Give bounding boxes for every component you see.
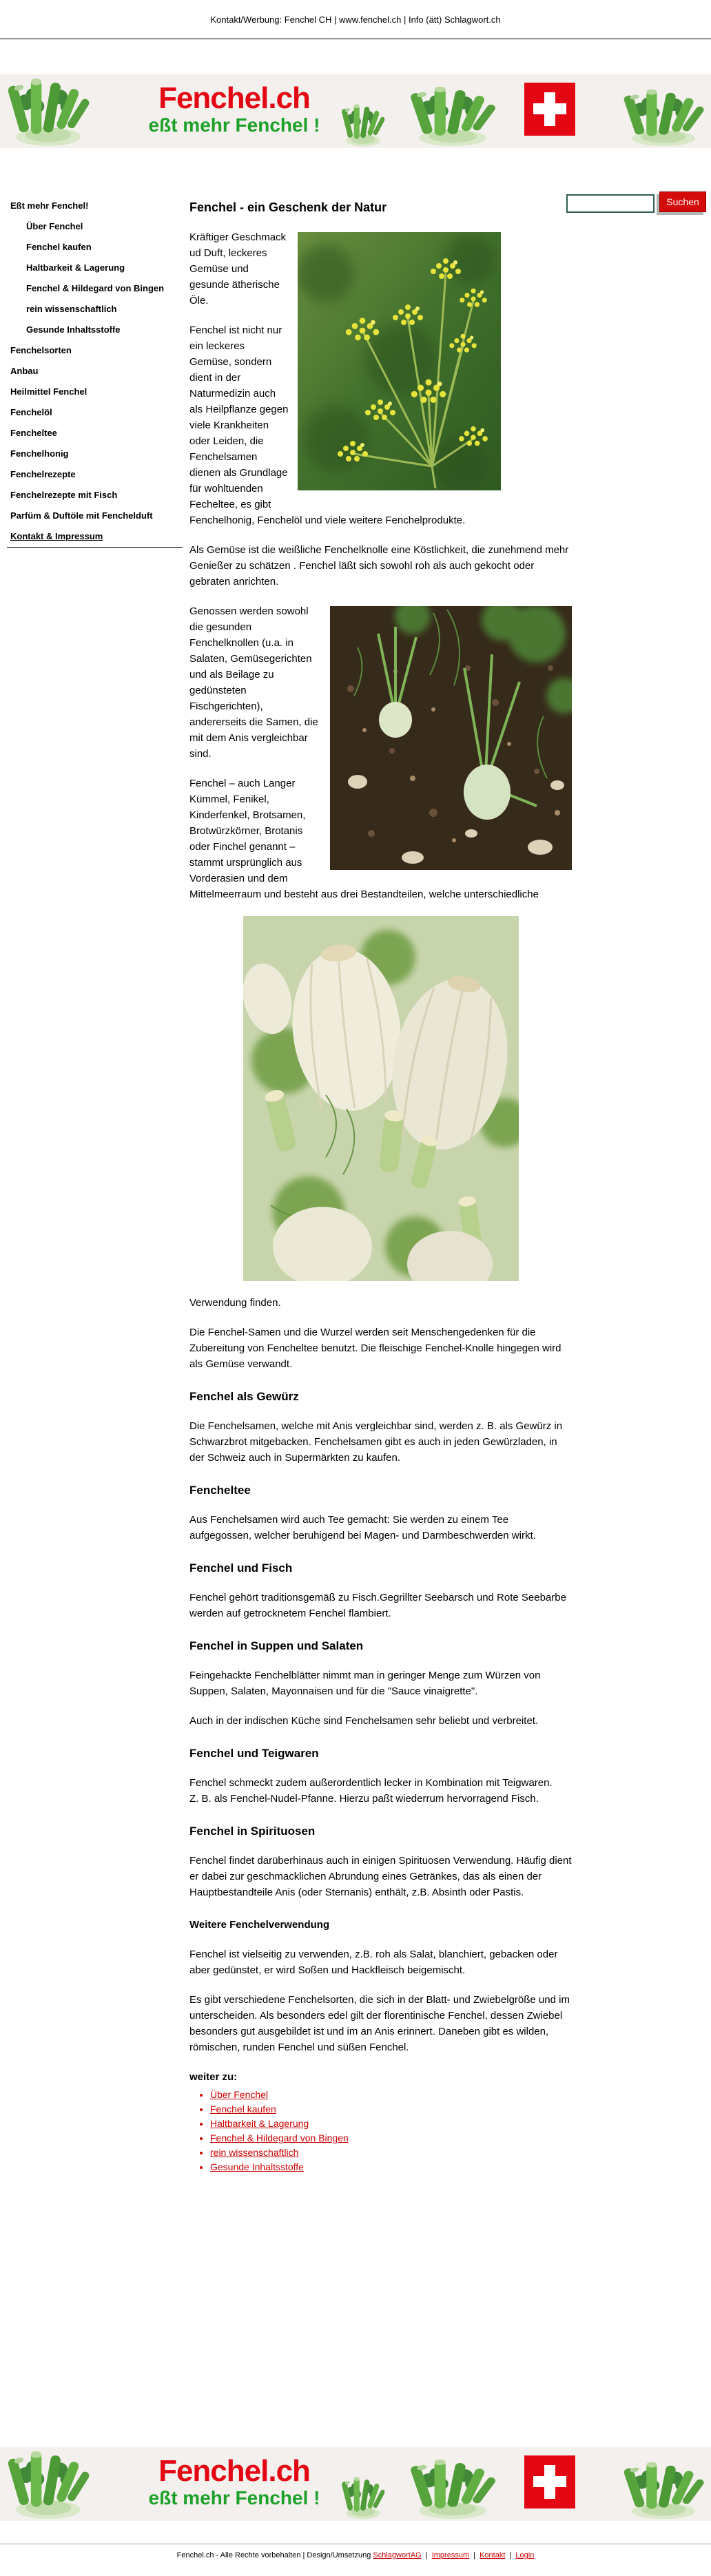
site-slogan: eßt mehr Fenchel ! xyxy=(148,114,320,136)
link-impressum[interactable]: Impressum xyxy=(431,2551,470,2559)
separator: | xyxy=(473,2551,476,2559)
section-paragraph: Es gibt verschiedene Fenchelsorten, die sich in der Blatt- und Zwiebelgröße und im unterscheiden. Als besonders edel gilt der florentinische Fenchel, dessen Zwiebel besonders gut ausgebildet ist und im an Anis erinnert. Daneben gibt es wilden, römischen, runden Fenchel und süßen Fenchel. xyxy=(189,1994,570,2053)
section-heading-spirituosen: Fenchel in Spirituosen xyxy=(189,1825,316,1838)
section-paragraph: Feingehackte Fenchelblätter nimmt man in geringer Menge zum Würzen von Suppen, Salaten, Mayonnaisen und für die "Sauce vinaigrette". xyxy=(189,1670,541,1697)
list-item xyxy=(210,2102,572,2116)
page-title: Fenchel - ein Geschenk der Natur xyxy=(189,200,387,214)
site-logo-text: Fenchel.ch xyxy=(158,81,310,115)
fennel-photo-left xyxy=(3,2450,96,2520)
link-schlagwortag[interactable]: SchlagwortAG xyxy=(373,2551,422,2559)
paragraph-verwendung: Verwendung finden. xyxy=(189,1297,281,1309)
fennel-photo-center xyxy=(405,2458,503,2520)
sidebar-item-fenchelrezepte[interactable]: Fenchelrezepte xyxy=(10,469,76,479)
section-heading-weitere-verwendung: Weitere Fenchelverwendung xyxy=(189,1919,330,1931)
copyright-text: Fenchel.ch - Alle Rechte vorbehalten | Design/Umsetzung xyxy=(176,2551,371,2559)
sidebar-item-inhaltsstoffe[interactable]: Gesunde Inhaltsstoffe xyxy=(26,324,121,335)
footer-logo[interactable] xyxy=(116,2455,353,2509)
section-heading-suppen: Fenchel in Suppen und Salaten xyxy=(189,1639,364,1652)
search-input[interactable] xyxy=(566,194,655,213)
fennel-photo-left xyxy=(3,77,96,147)
sidebar-item-fencheloel[interactable]: Fenchelöl xyxy=(10,407,52,417)
footer-logo-text: Fenchel.ch xyxy=(158,2454,310,2488)
link-kontakt[interactable]: Kontakt xyxy=(480,2551,506,2559)
intro-paragraph: Kräftiger Geschmack ud Duft, leckeres Gemüse und gesunde ätherische Öle. xyxy=(189,231,287,307)
list-item xyxy=(210,2088,572,2101)
fennel-photo-right xyxy=(619,88,711,147)
section-heading-fisch: Fenchel und Fisch xyxy=(189,1561,293,1575)
section-paragraph: Die Fenchelsamen, welche mit Anis vergleichbar sind, werden z. B. als Gewürz in Schwarzbrot mitgebacken. Fenchelsamen gibt es auch in jeden Gewürzladen, in der Schweiz auch in Supermärkten zu kaufen. xyxy=(189,1420,563,1464)
list-item xyxy=(210,2131,572,2145)
section-heading-fencheltee: Fencheltee xyxy=(189,1484,251,1497)
sidebar-item-wissenschaftlich[interactable]: rein wissenschaftlich xyxy=(26,304,117,314)
topbar xyxy=(0,0,711,39)
footer-slogan: eßt mehr Fenchel ! xyxy=(148,2487,320,2509)
swiss-flag-icon xyxy=(524,2455,575,2509)
link-fenchel-kaufen[interactable]: Fenchel kaufen xyxy=(210,2104,276,2115)
site-logo[interactable] xyxy=(116,83,353,136)
list-item xyxy=(210,2146,572,2159)
section-heading-gewuerz: Fenchel als Gewürz xyxy=(189,1390,299,1403)
fennel-plants-photo xyxy=(330,606,572,870)
sidebar-item-parfuem[interactable]: Parfüm & Duftöle mit Fenchelduft xyxy=(10,510,153,521)
link-hildegard[interactable]: Fenchel & Hildegard von Bingen xyxy=(210,2132,349,2143)
sidebar-item-fenchelsorten[interactable]: Fenchelsorten xyxy=(10,345,72,355)
main-content xyxy=(189,194,572,2174)
link-login[interactable]: Login xyxy=(515,2551,535,2559)
separator: | xyxy=(509,2551,512,2559)
paragraph-naturmedizin: Fenchel ist nicht nur ein leckeres Gemüse, sondern dient in der Naturmedizin auch als Heilpflanze gegen viele Krankheiten oder Leiden, die Fenchelsamen dienen als Grundlage für wohltuenden Fecheltee, es gibt Fenchelhonig, Fenchelöl und viele weitere Fenchelprodukte. xyxy=(189,324,466,526)
section-paragraph: Fenchel schmeckt zudem außerordentlich lecker in Kombination mit Teigwaren. xyxy=(189,1777,553,1789)
list-item xyxy=(210,2117,572,2130)
sidebar-item-ueber-fenchel[interactable]: Über Fenchel xyxy=(26,221,83,231)
footer-banner xyxy=(0,2447,711,2521)
fennel-photo-center xyxy=(405,85,503,147)
sidebar-item-hildegard[interactable]: Fenchel & Hildegard von Bingen xyxy=(26,283,165,293)
paragraph-gemuese: Als Gemüse ist die weißliche Fenchelknolle eine Köstlichkeit, die zunehmend mehr Genießer zu schätzen . Fenchel läßt sich sowohl roh als auch gekocht oder gebraten anrichten. xyxy=(189,544,569,588)
paragraph-namen: Fenchel – auch Langer Kümmel, Fenikel, Kinderfenkel, Brotsamen, Brotwürzkörner, Brotanis oder Finchel genannt – stammt ursprünglich aus Vorderasien und dem Mittelmeerraum und besteht aus drei Bestandteilen, welche unterschiedliche xyxy=(189,778,539,900)
swiss-flag-icon xyxy=(524,83,575,136)
sidebar-item-kontakt-impressum[interactable]: Kontakt & Impressum xyxy=(10,531,103,541)
fennel-flower-photo xyxy=(298,232,501,490)
link-wissenschaftlich[interactable]: rein wissenschaftlich xyxy=(210,2147,299,2158)
sidebar-item-anbau[interactable]: Anbau xyxy=(10,366,39,376)
link-ueber-fenchel[interactable]: Über Fenchel xyxy=(210,2089,269,2100)
sidebar-nav xyxy=(7,196,183,548)
weiter-zu-label: weiter zu: xyxy=(189,2071,238,2083)
section-heading-teigwaren: Fenchel und Teigwaren xyxy=(189,1747,319,1760)
section-paragraph: Fenchel findet darüberhinaus auch in einigen Spirituosen Verwendung. Häufig dient er dabei zur geschmacklichen Abrundung eines Getränkes, das als einen der Hauptbestandteile Anis (oder Sternanis) enthält, z.B. Absinth oder Pastis. xyxy=(189,1855,572,1898)
sidebar-item-fenchelhonig[interactable]: Fenchelhonig xyxy=(10,448,69,459)
topbar-text: Kontakt/Werbung: Fenchel CH | www.fenchel.ch | Info (ätt) Schlagwort.ch xyxy=(210,14,501,25)
section-paragraph: Fenchel ist vielseitig zu verwenden, z.B. roh als Salat, blanchiert, gebacken oder aber gedünstet, er wird Soßen und Hackfleisch beigemischt. xyxy=(189,1949,558,1976)
paragraph-genossen: Genossen werden sowohl die gesunden Fenchelknollen (u.a. in Salaten, Gemüsegerichten und als Beilage zu gedünsteten Fischgerichten), andererseits die Samen, die mit dem Anis vergleichbar sind. xyxy=(189,605,318,760)
fennel-bulbs-photo xyxy=(243,916,519,1281)
fennel-photo-small xyxy=(339,103,389,147)
header-banner xyxy=(0,74,711,148)
section-paragraph: Auch in der indischen Küche sind Fenchelsamen sehr beliebt und verbreitet. xyxy=(189,1715,539,1727)
sidebar-item-heilmittel[interactable]: Heilmittel Fenchel xyxy=(10,386,87,397)
section-paragraph: Aus Fenchelsamen wird auch Tee gemacht: Sie werden zu einem Tee aufgegossen, welcher beruhigend bei Magen- und Darmbeschwerden wirkt. xyxy=(189,1514,536,1541)
bottombar xyxy=(0,2551,711,2559)
fennel-photo-small xyxy=(339,2476,389,2520)
search-button[interactable]: Suchen xyxy=(659,191,706,212)
link-inhaltsstoffe[interactable]: Gesunde Inhaltsstoffe xyxy=(210,2161,304,2172)
list-item xyxy=(210,2160,572,2174)
sidebar-item-rezepte-fisch[interactable]: Fenchelrezepte mit Fisch xyxy=(10,490,118,500)
separator: | xyxy=(425,2551,428,2559)
paragraph-samen-wurzel: Die Fenchel-Samen und die Wurzel werden seit Menschengedenken für die Zubereitung von Fencheltee benutzt. Die fleischige Fenchel-Knolle hingegen wird als Gemüse verwandt. xyxy=(189,1327,561,1370)
fennel-photo-right xyxy=(619,2461,711,2520)
sidebar-item-fenchel-kaufen[interactable]: Fenchel kaufen xyxy=(26,242,92,252)
link-haltbarkeit[interactable]: Haltbarkeit & Lagerung xyxy=(210,2118,309,2129)
section-paragraph: Fenchel gehört traditionsgemäß zu Fisch.Gegrillter Seebarsch und Rote Seebarbe werden auf getrocknetem Fenchel flambiert. xyxy=(189,1592,566,1619)
sidebar-item-esst-mehr-fenchel[interactable]: Eßt mehr Fenchel! xyxy=(10,200,89,211)
section-paragraph: Z. B. als Fenchel-Nudel-Pfanne. Hierzu paßt wiederrum hervorragend Fisch. xyxy=(189,1793,539,1805)
sidebar-item-fencheltee[interactable]: Fencheltee xyxy=(10,428,57,438)
related-links-list xyxy=(210,2088,572,2174)
sidebar-item-haltbarkeit[interactable]: Haltbarkeit & Lagerung xyxy=(26,262,125,273)
